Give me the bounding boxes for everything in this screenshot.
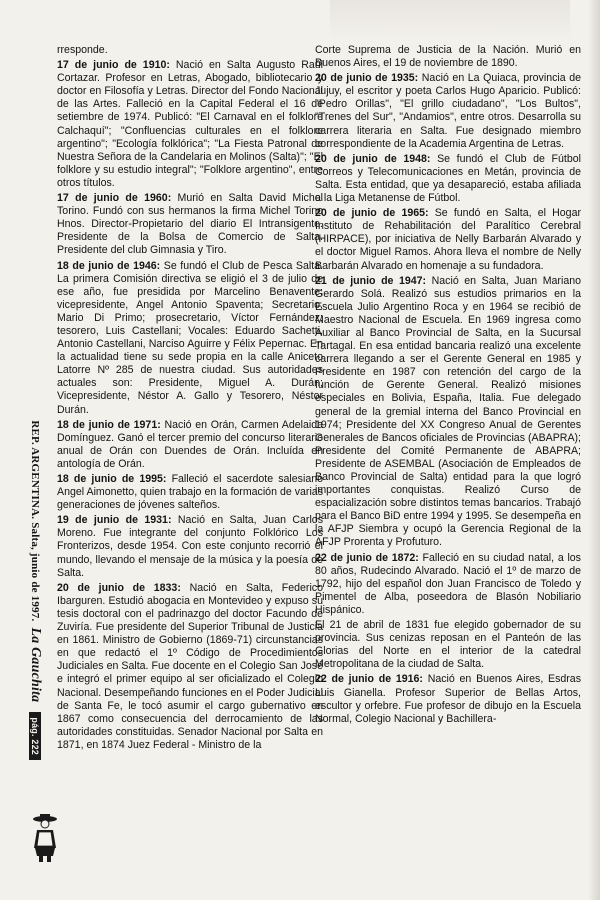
show-through-shadow <box>330 0 570 40</box>
entry-text: Se fundó el Club de Pesca Salta. La primera Comisión directiva se eligió el 3 de julio de ese año, fue presidida por Marcelino Benavente; vicepresidente, Angel Antonio Spaventa; Secretario, Mario Di Primo; prosecretario, Víctor Fernández; tesorero, Luis Castellani; Vocales: Eduardo Sachetti, Antonio Castellani, Narciso Aguirre y Félix Pepernac. En la actualidad tiene su sede propia en la calle Aniceto Latorre Nº 285 de nuestra ciudad. Sus autoridades actuales son: Presidente, Miguel A. Durán; Vicepresidente, Néstor A. Gallo y Tesorero, Néstor Durán. <box>57 259 323 416</box>
entry <box>57 260 323 417</box>
entry-date: 19 de junio de 1931: <box>57 514 172 527</box>
entry-text: Nació en Salta, Juan Mariano Gerardo Solá. Realizó sus estudios primarios en la Escuela Julio Argentino Roca y en 1964 se recibió de Maestro Nacional de Escuela. En 1969 ingresa como Auxiliar al Banco Provincial de Salta, en la Sucursal Tartagal. En esa entidad bancaria realizó una excelente carrera llegando a ser el Gerente General en 1985 y Presidente en 1987 con retención del cargo de la función de Gerente General. Realizó misiones especiales en Bolivia, España, Italia. Fue delegado general de la gremial interna del Banco Provincial en 1974; Presidente del XX Congreso Anual de Gerentes Generales de Bancos oficiales de Provincias (ABAPRA); Presidente del Comité Permanente de ABAPRA; Presidente de ASEMBAL (Asociación de Empleados de Banco Provincial de Salta) entidad para la que logró importantes conquistas. Realizó Curso de espacialización sobre distintos temas bancarios. Trabajó para el Banco BiD entre 1994 y 1995. Se desempeña en la AFJP Siembra y ocupó la Gerencia Regional de la AFJP Prorenta y Profuturo. <box>315 274 581 549</box>
entry <box>57 514 323 579</box>
entry <box>315 72 581 151</box>
paragraph: rresponde. <box>57 44 108 56</box>
entry-date: 18 de junio de 1995: <box>57 473 167 485</box>
paragraph: Corte Suprema de Justicia de la Nación. Murió en Buenos Aires, el 19 de noviembre de 1890. <box>315 44 581 70</box>
left-column <box>57 44 323 752</box>
entry <box>315 275 581 550</box>
entry <box>57 59 323 190</box>
gaucho-mascot-icon <box>31 812 59 864</box>
vertical-header <box>24 60 46 760</box>
entry <box>315 153 581 205</box>
vertical-header-text <box>24 60 46 760</box>
entry-date: 18 de junio de 1946: <box>57 259 161 272</box>
edition-line: REP. ARGENTINA. Salta, junio de 1997. <box>29 420 41 622</box>
entry-date: 18 de junio de 1971: <box>57 418 161 431</box>
entry-date: 17 de junio de 1960: <box>57 192 172 205</box>
paragraph: El 21 de abril de 1831 fue elegido gobernador de su provincia. Sus cenizas reposan en el Panteón de las Glorias del Norte en el interior de la catedral Metropolitana de la ciudad de Salta. <box>315 619 581 671</box>
entry-date: 17 de junio de 1910: <box>57 59 170 72</box>
page-number: pág. 222 <box>29 712 41 760</box>
entry-text: Nació en Salta, Federico Ibarguren. Estudió abogacia en Montevideo y expuso su tesis doctoral con el padrinazgo del doctor Facundo de Zuviría. Fue presidente del Superior Tribunal de Justicia en 1861. Ministro de Gobierno (1869-71) circunstancias en que redactó el 1º Código de Procedimientos Judiciales en Salta. Fue docente en el Colegio San José e integró el primer equipo al ser oficializado el Colegio Nacional. Desempeñando funciones en el Poder Judicial de Santa Fe, le tocó asumir el cargo gubernativo en 1867 como consecuencia del derrocamiento de las autoridades constituidas. Senador Nacional por Salta en 1871, en 1874 Juez Federal - Ministro de la <box>57 581 323 751</box>
entry-date: 20 de junio de 1833: <box>57 581 181 594</box>
entry-text: Se fundó en Salta, el Hogar Instituto de Rehabilitación del Paralítico Cerebral (HIRPACE), por iniciativa de Nelly Barbarán Alvarado y el doctor Miguel Ramos. Ahora lleva el nombre de Nelly Barbarán Alvarado en homenaje a su fundadora. <box>315 207 581 272</box>
entry-date: 22 de junio de 1916: <box>315 673 423 686</box>
entry-text: Murió en Salta David Michel Torino. Fundó con sus hermanos la firma Michel Torino Hnos. Director-Propietario del diario El Intransigente. Presidente de la Bolsa de Comercio de Salta. Presidente del club Gimnasia y Tiro. <box>57 192 323 257</box>
entry <box>57 582 323 752</box>
right-column <box>315 44 581 726</box>
entry-text: Nació en Buenos Aires, Esdras Luis Gianella. Profesor Superior de Bellas Artos, escultor y orfebre. Fue profesor de dibujo en la Escuela Normal, Colegio Nacional y Bachillera- <box>315 673 581 725</box>
entry-date: 20 de junio de 1965: <box>315 207 429 220</box>
entry-text: Falleció en su ciudad natal, a los 80 años, Rudecindo Alvarado. Nació el 1º de marzo de 1792, hijo del español don Juan Francisco de Toledo y Pimentel de Alba, poseedora de Blasón Nobiliario Hispánico. <box>315 551 581 616</box>
entry-text: Nació en Salta Augusto Raúl Cortazar. Profesor en Letras, Abogado, bibliotecario y doctor en Filosofía y Letras. Director del Fondo Nacional de las Artes. Falleció en la Capital Federal el 16 de setiembre de 1974. Publicó: "El Carnaval en el folklore Calchaquí"; "Confluencias culturales en el folklore argentino"; "Ecología folklórica"; "La Fiesta Patronal de Nuestra Señora de la Candelaria en Molinos (Salta)"; "El folklore y su estudio integral"; "Folklore argentino", entre otros títulos. <box>57 59 323 189</box>
entry-date: 21 de junio de 1947: <box>315 274 427 287</box>
entry-text: Falleció el sacerdote salesiano Angel Aimonetto, quien trabajo en la formación de varias generaciones de jóvenes salteños. <box>57 473 323 512</box>
entry-text: Se fundó el Club de Fútbol Correos y Telecomunicaciones en Metán, provincia de Salta. Esta entidad, que ya desapareció, estaba afiliada a la Liga Metanense de Fútbol. <box>315 152 581 205</box>
page-edge-shadow <box>588 0 600 900</box>
entry-text: Nació en Orán, Carmen Adelaida Domínguez. Ganó el tercer premio del concurso literario anual de Orán con Duendes de Orán. Incluída en antología de Orán. <box>57 418 323 470</box>
entry-text: Nació en La Quiaca, provincia de Jujuy, el escritor y poeta Carlos Hugo Aparicio. Publicó: "Pedro Orillas", "El grillo ciudadano", "Los Bultos", "Trenes del Sur", "Andamios", entre otros. Desarrolla su carrera literaria en Salta. Fue designado miembro correspondiente de la Academia Argentina de Letras. <box>315 72 581 150</box>
entry <box>315 207 581 272</box>
magazine-title: La Gauchita <box>28 627 43 703</box>
entry-date: 20 de junio de 1948: <box>315 152 431 165</box>
entry <box>57 419 323 471</box>
entry <box>57 473 323 512</box>
entry-text: Nació en Salta, Juan Carlos Moreno. Fue integrante del conjunto Folklórico Los Fronterizos, desde 1954. Con este conjunto recorrió el mundo, llevando el mensaje de la música y la poesía de Salta. <box>57 514 323 579</box>
entry <box>315 552 581 617</box>
entry <box>57 192 323 257</box>
entry-date: 20 de junio de 1935: <box>315 72 419 85</box>
entry-date: 22 de junio de 1872: <box>315 551 419 564</box>
entry <box>315 673 581 725</box>
